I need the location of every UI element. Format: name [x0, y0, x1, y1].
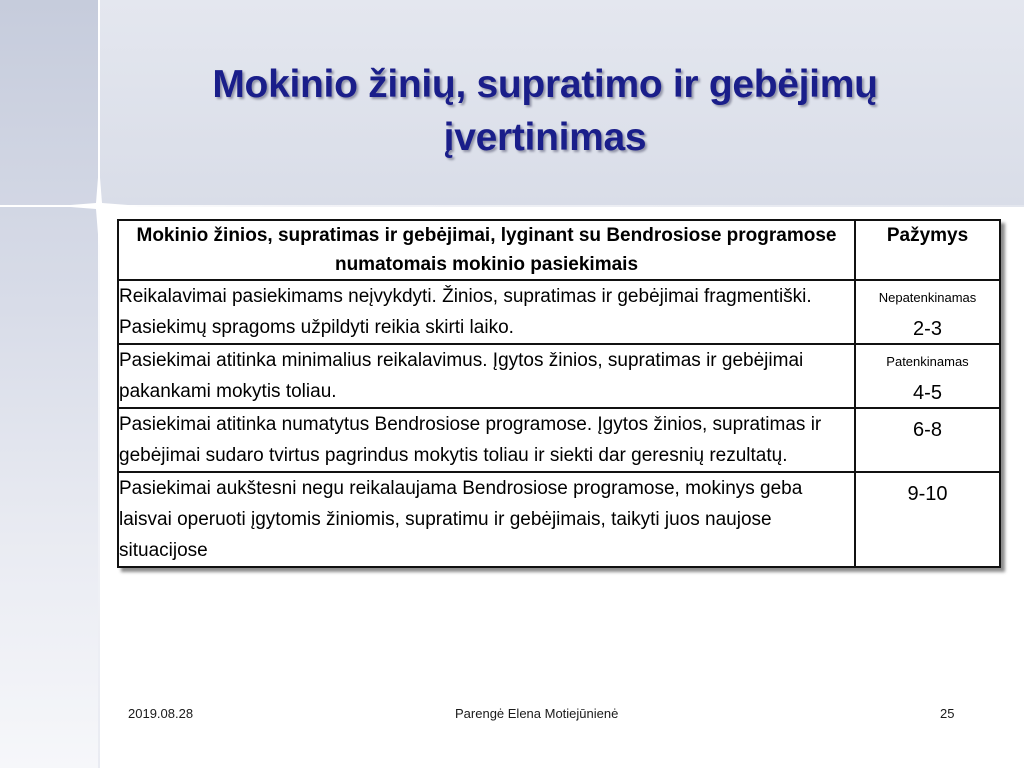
- table-header-row: [118, 220, 1000, 280]
- footer-author: Parengė Elena Motiejūnienė: [455, 706, 619, 721]
- grade-label: Patenkinamas: [886, 354, 969, 369]
- row-description: Reikalavimai pasiekimams neįvykdyti. Žinios, supratimas ir gebėjimai fragmentiški. Pasiekimų spragoms užpildyti reikia skirti laiko.: [118, 280, 855, 344]
- decor-horizontal-line: [0, 205, 1024, 207]
- row-grade-cell: [855, 280, 1000, 344]
- row-grade-cell: [855, 472, 1000, 567]
- grade-value: 6-8: [913, 419, 942, 441]
- row-description: Pasiekimai atitinka minimalius reikalavimus. Įgytos žinios, supratimas ir gebėjimai pakankami mokytis toliau.: [118, 344, 855, 408]
- table-row: [118, 472, 1000, 567]
- decor-vertical-line: [98, 0, 100, 768]
- grading-table: [117, 219, 1001, 568]
- left-decor-band: [0, 0, 98, 768]
- footer-date: 2019.08.28: [128, 706, 194, 721]
- grade-value: 9-10: [907, 483, 948, 505]
- grade-label: Nepatenkinamas: [878, 290, 977, 305]
- table-row: [118, 344, 1000, 408]
- header-criteria: Mokinio žinios, supratimas ir gebėjimai, lyginant su Bendrosiose programose numatomais mokinio pasiekimais: [118, 220, 855, 280]
- table-row: [118, 280, 1000, 344]
- row-description: Pasiekimai atitinka numatytus Bendrosiose programose. Įgytos žinios, supratimas ir gebėjimai sudaro tvirtus pagrindus mokytis toliau ir siekti dar geresnių rezultatų.: [118, 408, 855, 472]
- row-grade-cell: [855, 408, 1000, 472]
- table-row: [118, 408, 1000, 472]
- footer-page-number: 25: [940, 706, 955, 721]
- slide-title: Mokinio žinių, supratimo ir gebėjimų įvertinimas: [212, 63, 878, 159]
- header-grade: Pažymys: [855, 220, 1000, 280]
- grade-value: 2-3: [913, 318, 942, 340]
- grade-value: 4-5: [913, 382, 942, 404]
- row-description: Pasiekimai aukštesni negu reikalaujama Bendrosiose programose, mokinys geba laisvai operuoti įgytomis žiniomis, supratimu ir gebėjimais, taikyti juos naujose situacijose: [118, 472, 855, 567]
- row-grade-cell: [855, 344, 1000, 408]
